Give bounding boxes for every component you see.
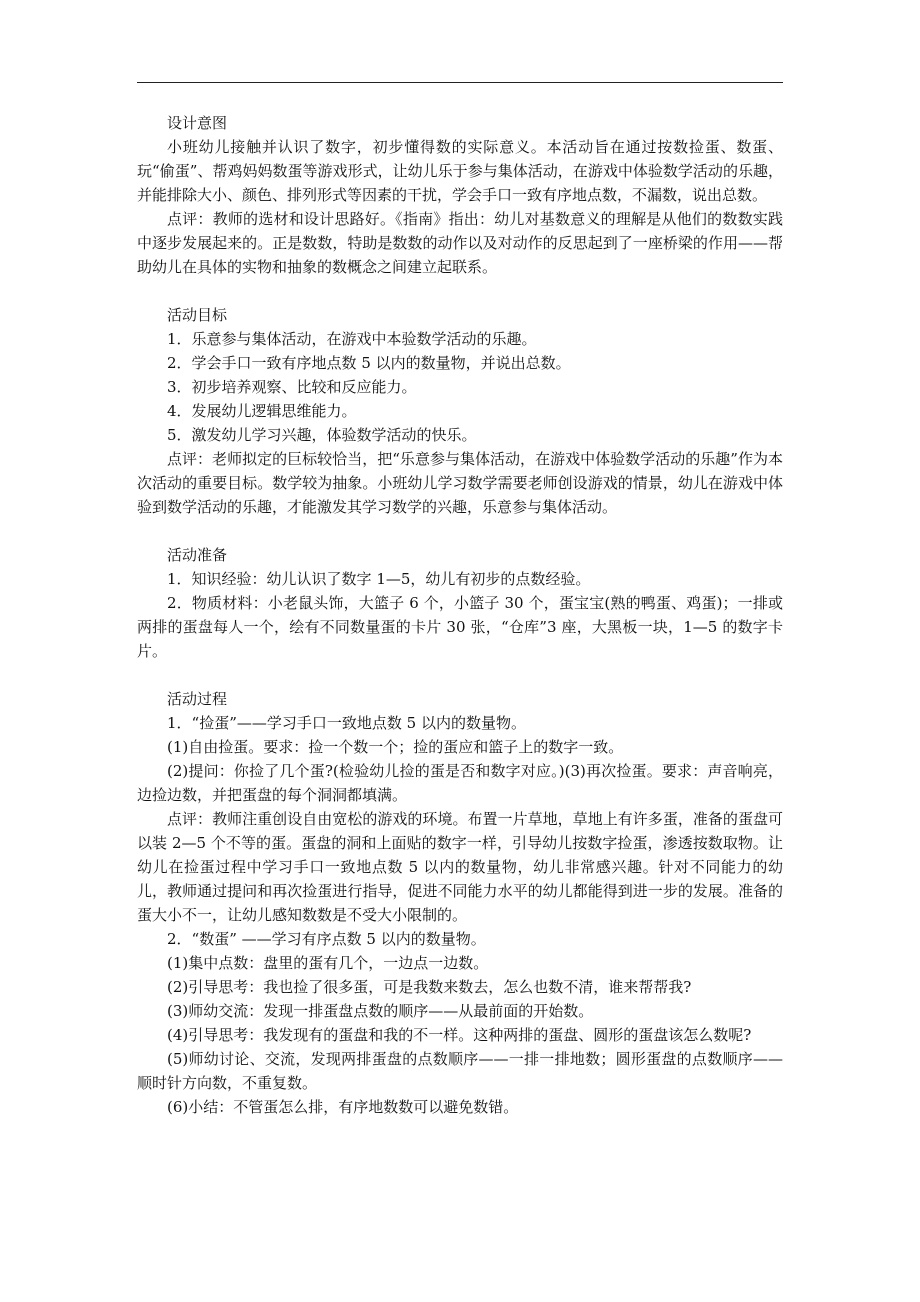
section-activity-process [137, 687, 783, 1119]
section-activity-goals [137, 303, 783, 519]
list-item: 2．“数蛋” ——学习有序点数 5 以内的数量物。 [167, 930, 486, 948]
list-item: (1)集中点数：盘里的蛋有几个，一边点一边数。 [167, 954, 489, 972]
list-item: (2)引导思考：我也捡了很多蛋，可是我数来数去，怎么也数不清，谁来帮帮我? [167, 978, 692, 996]
list-item: (2)提问：你捡了几个蛋?(检验幼儿捡的蛋是否和数字对应。)(3)再次捡蛋。要求：声音响亮，边捡边数，并把蛋盘的每个洞洞都填满。 [137, 762, 783, 804]
list-item: 2．物质材料：小老鼠头饰，大篮子 6 个，小篮子 30 个，蛋宝宝(熟的鸭蛋、鸡蛋)；一排或两排的蛋盘每人一个，绘有不同数量蛋的卡片 30 张，“仓库”3 座，大黑板一块，1—5 的数字卡片。 [137, 594, 783, 660]
list-item: (4)引导思考：我发现有的蛋盘和我的不一样。这种两排的蛋盘、圆形的蛋盘该怎么数呢? [167, 1026, 752, 1044]
section-design-intent [137, 111, 783, 279]
comment-paragraph: 点评：教师的选材和设计思路好。《指南》指出：幼儿对基数意义的理解是从他们的数数实践中逐步发展起来的。正是数数，特助是数数的动作以及对动作的反思起到了一座桥梁的作用——帮助幼儿在具体的实物和抽象的数概念之间建立起联系。 [137, 210, 783, 276]
list-item: 4．发展幼儿逻辑思维能力。 [167, 402, 357, 420]
section-activity-preparation [137, 543, 783, 663]
section-heading: 设计意图 [167, 114, 228, 132]
comment-paragraph: 点评：老师拟定的巨标较恰当，把“乐意参与集体活动，在游戏中体验数学活动的乐趣”作为本次活动的重要目标。数学较为抽象。小班幼儿学习数学需要老师创设游戏的情景，幼儿在游戏中体验到数学活动的乐趣，才能激发其学习数学的兴趣，乐意参与集体活动。 [137, 450, 783, 516]
section-heading: 活动准备 [167, 546, 228, 564]
list-item: 1．“捡蛋”——学习手口一致地点数 5 以内的数量物。 [167, 714, 526, 732]
list-item: 3．初步培养观察、比较和反应能力。 [167, 378, 417, 396]
section-heading: 活动目标 [167, 306, 228, 324]
paragraph: 小班幼儿接触并认识了数字，初步懂得数的实际意义。本活动旨在通过按数捡蛋、数蛋、玩“偷蛋”、帮鸡妈妈数蛋等游戏形式，让幼儿乐于参与集体活动，在游戏中体验数学活动的乐趣，并能排除大小、颜色、排列形式等因素的干扰，学会手口一致有序地点数，不漏数，说出总数。 [137, 138, 783, 204]
list-item: (5)师幼讨论、交流，发现两排蛋盘的点数顺序——一排一排地数；圆形蛋盘的点数顺序——顺时针方向数，不重复数。 [137, 1050, 783, 1092]
list-item: 5．激发幼儿学习兴趣，体验数学活动的快乐。 [167, 426, 477, 444]
section-heading: 活动过程 [167, 690, 228, 708]
list-item: 1．知识经验：幼儿认识了数字 1—5，幼儿有初步的点数经验。 [167, 570, 591, 588]
list-item: (1)自由捡蛋。要求：捡一个数一个；捡的蛋应和篮子上的数字一致。 [167, 738, 624, 756]
document-body [137, 111, 783, 1143]
list-item: 1．乐意参与集体活动，在游戏中本验数学活动的乐趣。 [167, 330, 537, 348]
comment-paragraph: 点评：教师注重创设自由宽松的游戏的环境。布置一片草地，草地上有许多蛋，准备的蛋盘可以装 2—5 个不等的蛋。蛋盘的洞和上面贴的数字一样，引导幼儿按数字捡蛋，渗透按数取物。让幼儿在捡蛋过程中学习手口一致地点数 5 以内的数量物，幼儿非常感兴趣。针对不同能力的幼儿，教师通过提问和再次捡蛋进行指导，促进不同能力水平的幼儿都能得到进一步的发展。准备的蛋大小不一，让幼儿感知数数是不受大小限制的。 [137, 810, 783, 924]
list-item: (6)小结：不管蛋怎么排，有序地数数可以避免数错。 [167, 1098, 519, 1116]
header-rule [137, 82, 783, 83]
list-item: (3)师幼交流：发现一排蛋盘点数的顺序——从最前面的开始数。 [167, 1002, 594, 1020]
list-item: 2．学会手口一致有序地点数 5 以内的数量物，并说出总数。 [167, 354, 571, 372]
